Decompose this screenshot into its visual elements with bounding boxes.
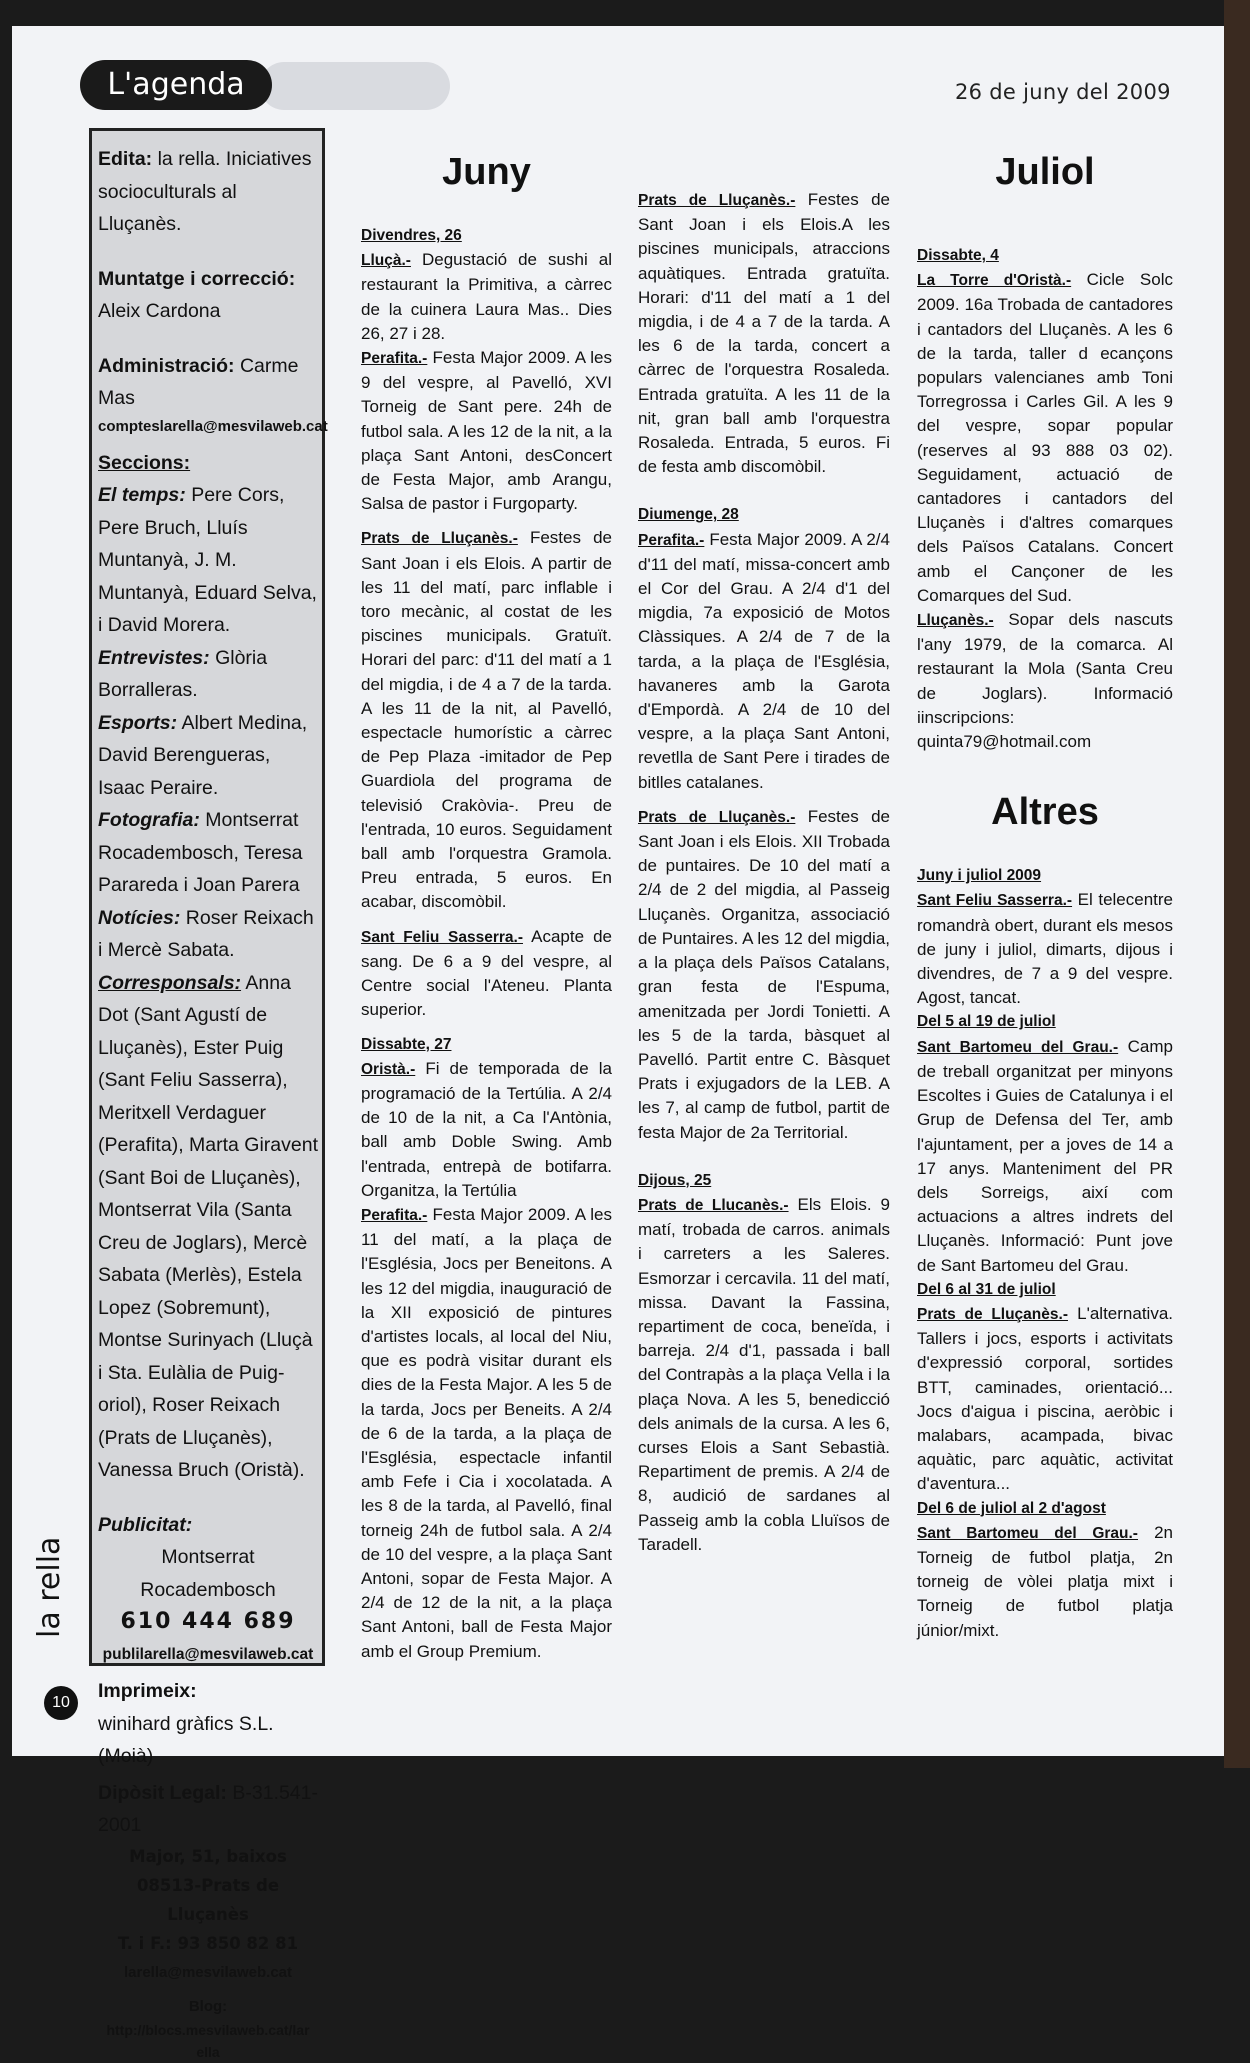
credit-diposit: Dipòsit Legal: B-31.541-2001 — [98, 1781, 318, 1836]
event-entry: Perafita.- Festa Major 2009. A les 11 del matí, a la plaça de l'Església, Jocs per Beneitons. A les 12 del migdia, inauguració de la XII exposició de pintures d'artistes locals, al local del Niu, que es podrà visitar durant els dies de la Festa Major. A les 5 de la tarda, Jocs per Beneits. A 2/4 de 6 de la tarda, a la plaça de l'Església, espectacle infantil amb Fefe i Cia i xocolatada. A les 8 de la tarda, al Pavelló, final torneig 24h de futbol sala. A 2/4 de 10 del vespre, a la plaça Sant Antoni, sopar de Festa Major. A 2/4 de 12 de la nit, a la plaça Sant Antoni, ball de Festa Major amb el Group Premium. — [361, 1204, 612, 1661]
publicitat-email: publilarella@mesvilaweb.cat — [102, 1645, 314, 1663]
juliol-heading: Juliol — [995, 151, 1095, 193]
event-entry: Lluçanès.- Sopar dels nascuts l'any 1979, de la comarca. Al restaurant la Mola (Santa Creu de Joglars). Informació iinscripcions: quinta79@hotmail.com — [917, 610, 1173, 752]
credit-corresponsals: Corresponsals: Anna Dot (Sant Agustí de Lluçanès), Ester Puig (Sant Feliu Sasserra), Meritxell Verdaguer (Perafita), Marta Giravent (Sant Boi de Lluçanès), Montserrat Vila (Santa Creu de Joglars), Mercè Sabata (Merlès), Estela Lopez (Sobremunt), Montse Surinyach (Lluçà i Sta. Eulàlia de Puig-oriol), Roser Reixach (Prats de Lluçanès), Vanessa Bruch (Oristà). — [98, 971, 318, 1481]
credit-entrevistes: Entrevistes: Glòria Borralleras. — [98, 646, 268, 701]
event-entry: Prats de Lluçanès.- Festes de Sant Joan i els Elois.A les piscines municipals, atraccions aquàtiques. Entrada gratuïta. Horari: d'11 del matí a 1 del migdia, i de 4 a 7 de la tarda. A les 6 de la tarda, concert a càrrec de l'orquestra Rosaleda. Entrada gratuïta. A les 11 de la nit, gran ball amb l'orquestra Rosaleda. Entrada, 5 euros. Fi de festa amb discomòbil. — [638, 190, 890, 477]
day-heading: Del 6 de juliol al 2 d'agost — [917, 1499, 1106, 1517]
credit-edita: Edita: la rella. Iniciatives socioculturals al Lluçanès. — [98, 148, 312, 235]
day-heading: Diumenge, 28 — [638, 506, 739, 524]
event-entry: Perafita.- Festa Major 2009. A les 9 del vespre, al Pavelló, XVI Torneig de Sant pere. 24h de futbol sala. A les 12 de la nit, a la plaça Sant Antoni, desConcert de Festa Major, amb Arangu, Salsa de pastor i Furgoparty. — [361, 348, 612, 514]
event-entry: Prats de Lluçanès.- Festes de Sant Joan i els Elois. A partir de les 11 del matí, parc inflable i toro mecànic, al costat de les piscines municipals. Gratuït. Horari del parc: d'11 del matí a 1 del migdia, i de 4 a 7 de la tarda. A les 11 de la nit, al Pavelló, espectacle humorístic a càrrec de Pep Plaza -imitador de Pep Guardiola del programa de televisió Crakòvia-. Preu de l'entrada, 10 euros. Seguidament ball amb l'orquestra Gramola. Preu entrada, 5 euros. En acabar, discomòbil. — [361, 528, 612, 912]
credit-administracio: Administració: Carme Mas — [98, 354, 299, 409]
admin-email: compteslarella@mesvilaweb.cat — [98, 417, 328, 435]
event-entry: Sant Feliu Sasserra.- Acapte de sang. De 6 a 9 del vespre, al Centre social l'Ateneu. Planta superior. — [361, 926, 612, 1020]
column-juny-continued — [638, 118, 890, 1557]
column-juliol-altres — [917, 150, 1173, 1643]
publicitat-phone: 610 444 689 — [120, 1609, 296, 1634]
day-heading: Del 6 al 31 de juliol — [917, 1280, 1056, 1298]
event-entry: Oristà.- Fi de temporada de la programació de la Tertúlia. A 2/4 de 10 de la nit, a Ca l'Antònia, ball amb Doble Swing. Amb l'entrada, entrepà de botifarra. Organitza, la Tertúlia — [361, 1058, 612, 1200]
day-heading: Del 5 al 19 de juliol — [917, 1013, 1056, 1031]
event-entry: Perafita.- Festa Major 2009. A 2/4 d'11 del matí, missa-concert amb el Cor del Grau. A 2/4 d'1 del migdia, 7a exposició de Motos Clàssiques. A 2/4 de 7 de la tarda, a la plaça de l'Església, havaneres amb la Garota d'Empordà. A 2/4 de 10 del vespre, a la plaça Sant Antoni, revetlla de Sant Pere i tirades de bitlles catalanes. — [638, 529, 890, 792]
credit-muntatge: Muntatge i correcció: Aleix Cardona — [98, 267, 296, 322]
event-entry: Sant Feliu Sasserra.- El telecentre romandrà obert, durant els mesos de juny i juliol, dimarts, dijous i divendres, de 7 a 9 del vespre. Agost, tancat. — [917, 890, 1174, 1008]
blog-label: Blog: — [188, 1997, 228, 2015]
event-entry: Sant Bartomeu del Grau.- Camp de treball organitzat per minyons Escoltes i Guies de Catalunya i el Grup de Defensa del Ter, amb l'ajuntament, per a joves de 14 a 17 anys. Manteniment del PR dels Sorreigs, així com actuacions a altres indrets del Lluçanès. Informació: Punt jove de Sant Bartomeu del Grau. — [917, 1036, 1173, 1275]
credit-seccions: Seccions: — [98, 451, 191, 474]
blog-url: http://blocs.mesvilaweb.cat/larella — [106, 2021, 310, 2060]
credits-box — [89, 128, 328, 2060]
section-badge: L'agenda — [80, 60, 272, 110]
altres-heading: Altres — [991, 791, 1099, 834]
credit-noticies: Notícies: Roser Reixach i Mercè Sabata. — [98, 906, 314, 961]
address-email: larella@mesvilaweb.cat — [123, 1963, 293, 1981]
credit-imprimeix-label: Imprimeix: — [98, 1680, 197, 1702]
address-line1: Major, 51, baixos — [129, 1846, 287, 1866]
day-heading: Divendres, 26 — [361, 227, 462, 244]
day-heading: Dissabte, 4 — [917, 247, 999, 264]
day-heading: Juny i juliol 2009 — [917, 867, 1042, 885]
event-entry: La Torre d'Oristà.- Cicle Solc 2009. 16a Trobada de cantadores i cantadors del Lluçanès. A les 6 de la tarda, taller d ecançons populars valencianes amb Toni Torregrossa i Carles Gil. A les 9 del vespre, sopar popular (reserves al 93 888 03 02). Seguidament, actuació de cantadores i cantadors del Lluçanès i d'altres comarques dels Països Catalans. Concert amb el Cançoner de les Comarques del Sud. — [917, 270, 1173, 605]
credit-fotografia: Fotografia: Montserrat Rocadembosch, Teresa Parareda i Joan Parera — [98, 809, 303, 896]
issue-date: 26 de juny del 2009 — [955, 80, 1171, 104]
credit-temps: El temps: Pere Cors, Pere Bruch, Lluís Muntanyà, J. M. Muntanyà, Eduard Selva, i David Morera. — [98, 484, 317, 636]
credit-imprimeix: winihard gràfics S.L. (Moià) — [98, 1712, 274, 1767]
credit-publicitat: Publicitat: — [98, 1513, 193, 1536]
juny-heading: Juny — [442, 151, 531, 193]
address-line2: 08513-Prats de Lluçanès — [136, 1875, 280, 1924]
event-entry: Sant Bartomeu del Grau.- 2n Torneig de futbol platja, 2n torneig de vòlei platja mixt i Torneig de futbol platja júnior/mixt. — [917, 1522, 1173, 1640]
address-phone: T. i F.: 93 850 82 81 — [117, 1933, 299, 1953]
day-heading: Dissabte, 27 — [361, 1035, 452, 1053]
day-heading: Dijous, 25 — [638, 1171, 712, 1189]
publicitat-name: Montserrat Rocadembosch — [140, 1546, 276, 1601]
credit-esports: Esports: Albert Medina, David Berengueras, Isaac Peraire. — [98, 711, 308, 799]
magazine-name: la rella — [32, 1536, 67, 1638]
event-entry: Prats de Llucanès.- Els Elois. 9 matí, trobada de carros. animals i carreters a les Saleres. Esmorzar i cercavila. 11 del matí, missa. Davant la Fassina, repartiment de coca, beneïda, i barreja. 2/4 d'1, passada i ball del Contrapàs a la plaça Vella i la plaça Nova. A les 5, benedicció dels animals de la cursa. A les 6, curses Elois a Sant Sebastià. Repartiment de premis. A 2/4 de 8, audició de sardanes al Passeig amb la cobla Lluïsos de Taradell. — [638, 1194, 890, 1554]
event-entry: Lluçà.- Degustació de sushi al restaurant la Primitiva, a càrrec de la cuinera Laura Mas.. Dies 26, 27 i 28. — [361, 250, 612, 343]
event-entry: Prats de Lluçanès.- Festes de Sant Joan i els Elois. XII Trobada de puntaires. De 10 del matí a 2/4 de 2 del migdia, al Passeig Lluçanès. Organitza, associació de Puntaires. A les 12 del migdia, a la plaça dels Països Catalans, gran festa de l'Espuma, amenitzada per Jordi Tonietti. A les 5 de la tarda, bàsquet al Pavelló. Partit entre C. Bàsquet Prats i exjugadors de la LEB. A les 7, al camp de futbol, partit de festa Major de 2a Territorial. — [638, 806, 890, 1142]
event-entry: Prats de Lluçanès.- L'alternativa. Tallers i jocs, esports i activitats d'expressió corporal, sortides BTT, caminades, orientació... Jocs d'aigua i piscina, aeròbic i malabars, acampada, bivac aquàtic, parc aquàtic, activitat d'aventura... — [917, 1303, 1173, 1494]
column-juny — [361, 150, 612, 1664]
section-badge-shadow — [260, 62, 450, 110]
page-edge — [1224, 0, 1250, 1768]
page-number: 10 — [44, 1686, 78, 1720]
